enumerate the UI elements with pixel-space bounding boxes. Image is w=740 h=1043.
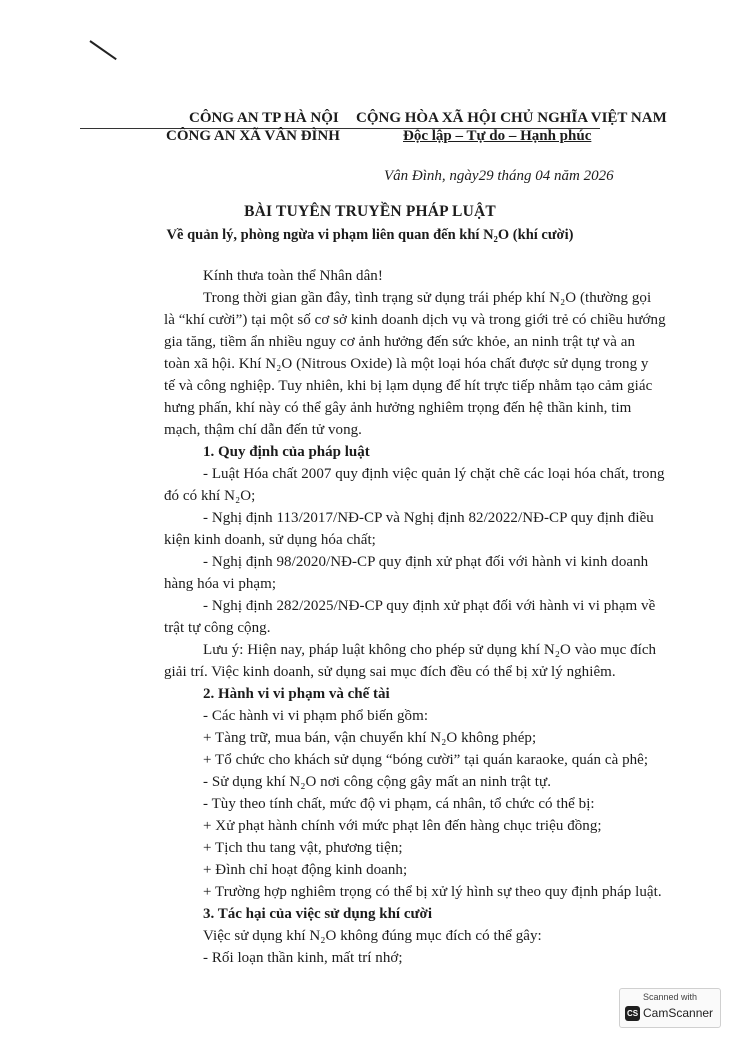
salutation: Kính thưa toàn thể Nhân dân! [203, 268, 383, 284]
body-line: + Đình chỉ hoạt động kinh doanh; [203, 862, 408, 878]
body-line: trật tự công cộng. [164, 620, 271, 636]
section-heading-2: 2. Hành vi vi phạm và chế tài [203, 686, 390, 702]
body-line: gia tăng, tiềm ẩn nhiều nguy cơ ảnh hưởng đến sức khỏe, an ninh trật tự và an [164, 334, 636, 350]
section-heading-3: 3. Tác hại của việc sử dụng khí cười [203, 906, 432, 922]
body-line: - Nghị định 98/2020/NĐ-CP quy định xử phạt đối với hành vi kinh doanh [203, 554, 649, 570]
body-line: + Tàng trữ, mua bán, vận chuyển khí N₂O không phép; [203, 730, 537, 746]
national-motto: Độc lập – Tự do – Hạnh phúc [403, 128, 592, 144]
date-suffix: tháng 04 năm 2026 [493, 168, 614, 184]
note-line: giải trí. Việc kinh doanh, sử dụng sai mục đích đều có thể bị xử lý nghiêm. [164, 664, 616, 680]
body-line: tế và công nghiệp. Tuy nhiên, khi bị lạm dụng để hít trực tiếp nhằm tạo cảm giác [164, 378, 653, 394]
body-line: + Tổ chức cho khách sử dụng “bóng cười” tại quán karaoke, quán cà phê; [203, 752, 649, 768]
camscanner-logo-icon: CS [625, 1006, 640, 1021]
body-line: - Tùy theo tính chất, mức độ vi phạm, cá nhân, tổ chức có thể bị: [203, 796, 595, 812]
camscanner-app-name: CamScanner [643, 1006, 714, 1020]
body-line: + Trường hợp nghiêm trọng có thể bị xử lý hình sự theo quy định pháp luật. [203, 884, 662, 900]
body-line: - Sử dụng khí N₂O nơi công cộng gây mất an ninh trật tự. [203, 774, 552, 790]
body-line: đó có khí N₂O; [164, 488, 256, 504]
date-day: 29 [478, 168, 494, 184]
body-line: + Tịch thu tang vật, phương tiện; [203, 840, 403, 856]
note-line: Lưu ý: Hiện nay, pháp luật không cho phép sử dụng khí N₂O vào mục đích [203, 642, 657, 658]
national-title: CỘNG HÒA XÃ HỘI CHỦ NGHĨA VIỆT NAM [356, 110, 667, 126]
camscanner-watermark [619, 988, 721, 1028]
body-line: - Nghị định 113/2017/NĐ-CP và Nghị định 82/2022/NĐ-CP quy định điều [203, 510, 654, 526]
document-subtitle: Về quản lý, phòng ngừa vi phạm liên quan đến khí N₂O (khí cười) [166, 227, 574, 243]
agency-name: CÔNG AN XÃ VÂN ĐÌNH [166, 128, 340, 144]
agency-parent-name: CÔNG AN TP HÀ NỘI [189, 110, 339, 126]
body-line: Việc sử dụng khí N₂O không đúng mục đích có thể gây: [203, 928, 542, 944]
scanned-with-label: Scanned with [642, 992, 698, 1002]
body-line: kiện kinh doanh, sử dụng hóa chất; [164, 532, 376, 548]
body-line: là “khí cười”) tại một số cơ sở kinh doanh dịch vụ và trong giới trẻ có chiều hướng [164, 312, 666, 328]
scan-pen-mark [89, 40, 116, 60]
date-prefix: Vân Đình, ngày [384, 168, 479, 184]
body-line: - Luật Hóa chất 2007 quy định việc quản lý chặt chẽ các loại hóa chất, trong [203, 466, 665, 482]
body-line: toàn xã hội. Khí N₂O (Nitrous Oxide) là một loại hóa chất được sử dụng trong y [164, 356, 649, 372]
document-title: BÀI TUYÊN TRUYỀN PHÁP LUẬT [244, 203, 496, 220]
body-line: - Nghị định 282/2025/NĐ-CP quy định xử phạt đối với hành vi vi phạm về [203, 598, 656, 614]
body-line: - Rối loạn thần kinh, mất trí nhớ; [203, 950, 403, 966]
document-date [384, 168, 614, 185]
body-line: hưng phấn, khí này có thể gây ảnh hưởng nghiêm trọng đến hệ thần kinh, tim [164, 400, 632, 416]
body-line: - Các hành vi vi phạm phổ biến gồm: [203, 708, 429, 724]
body-line: Trong thời gian gần đây, tình trạng sử dụng trái phép khí N₂O (thường gọi [203, 290, 652, 306]
body-line: hàng hóa vi phạm; [164, 576, 277, 592]
body-line: + Xử phạt hành chính với mức phạt lên đến hàng chục triệu đồng; [203, 818, 602, 834]
section-heading-1: 1. Quy định của pháp luật [203, 444, 370, 460]
body-line: mạch, thậm chí dẫn đến tử vong. [164, 422, 362, 438]
